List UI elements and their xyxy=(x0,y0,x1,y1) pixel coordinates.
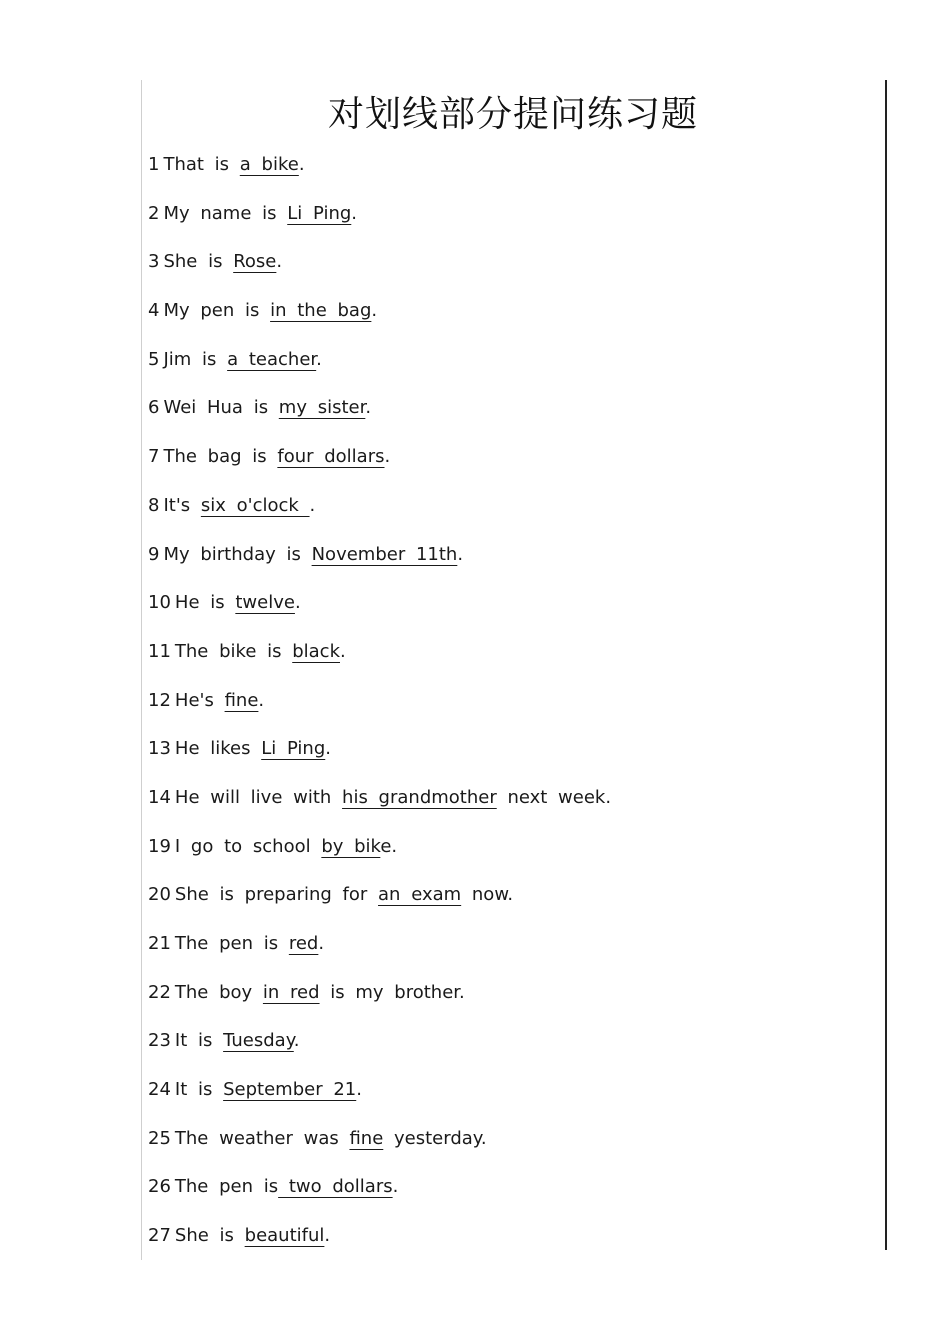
question-ending: . xyxy=(351,202,358,224)
underlined-part: by bik xyxy=(321,835,381,857)
question-ending: . xyxy=(276,251,283,273)
question-item xyxy=(148,540,611,589)
question-item xyxy=(148,393,611,442)
question-text: My name is xyxy=(163,202,288,224)
question-number: 11 xyxy=(148,640,171,662)
underlined-part: November 11th xyxy=(311,543,458,565)
question-item xyxy=(148,734,611,783)
underlined-part: fine xyxy=(349,1127,384,1149)
question-ending: . xyxy=(294,592,301,614)
question-number: 27 xyxy=(148,1225,171,1247)
question-ending: is my brother. xyxy=(319,981,465,1003)
question-number: 23 xyxy=(148,1030,171,1052)
question-number: 1 xyxy=(148,154,160,175)
question-number: 22 xyxy=(148,981,171,1003)
question-text: The pen is xyxy=(174,933,289,954)
question-number: 13 xyxy=(148,738,171,760)
question-ending: . xyxy=(324,1225,331,1247)
question-item xyxy=(148,832,611,881)
underlined-part: a teacher xyxy=(227,348,317,370)
question-number: 12 xyxy=(148,689,171,711)
question-number: 5 xyxy=(148,348,160,370)
question-ending: . xyxy=(384,446,391,468)
underlined-part: Rose xyxy=(233,251,277,273)
question-text: The pen is xyxy=(174,1176,279,1198)
underlined-part: his grandmother xyxy=(342,786,497,808)
question-ending: . xyxy=(325,738,331,760)
question-item xyxy=(148,978,611,1027)
question-text: It is xyxy=(174,1030,224,1052)
underlined-part: in red xyxy=(262,981,320,1003)
question-item xyxy=(148,588,611,637)
question-number: 10 xyxy=(148,592,171,614)
question-text: She is xyxy=(174,1225,245,1247)
question-item xyxy=(148,783,611,832)
question-item xyxy=(148,1026,611,1075)
question-number: 4 xyxy=(148,300,160,322)
question-ending: . xyxy=(298,154,305,175)
question-item xyxy=(148,1124,611,1173)
page-title: 对划线部分提问练习题 xyxy=(327,94,698,136)
question-ending: . xyxy=(309,494,316,516)
underlined-part: my sister xyxy=(278,397,366,419)
underlined-part: twelve xyxy=(235,592,295,614)
question-ending: yesterday. xyxy=(383,1127,487,1149)
underlined-part: fine xyxy=(224,689,259,711)
question-text: My pen is xyxy=(163,300,271,322)
underlined-part: four dollars xyxy=(277,446,385,468)
question-item xyxy=(148,1075,611,1124)
question-number: 8 xyxy=(148,494,160,516)
question-number: 21 xyxy=(148,933,171,954)
underlined-part: black xyxy=(292,640,340,662)
underlined-part: Li Ping xyxy=(287,202,352,224)
question-text: It's xyxy=(163,494,201,516)
question-number: 24 xyxy=(148,1079,171,1101)
question-item xyxy=(148,929,611,978)
question-number: 26 xyxy=(148,1176,171,1198)
question-item xyxy=(148,442,611,491)
question-ending: . xyxy=(365,397,372,419)
question-item xyxy=(148,1172,611,1221)
question-text: It is xyxy=(174,1079,224,1101)
question-item xyxy=(148,345,611,394)
question-item xyxy=(148,637,611,686)
question-ending: . xyxy=(316,348,322,370)
question-number: 9 xyxy=(148,543,160,565)
question-ending: now. xyxy=(461,884,514,906)
question-number: 20 xyxy=(148,884,171,906)
question-item xyxy=(148,199,611,248)
question-ending: . xyxy=(371,300,378,322)
underlined-part: Li Ping xyxy=(261,738,326,760)
question-item xyxy=(148,686,611,735)
question-text: He is xyxy=(174,592,236,614)
underlined-part: an exam xyxy=(378,884,462,906)
question-text: The boy xyxy=(174,981,263,1003)
question-item xyxy=(148,247,611,296)
question-text: He likes xyxy=(174,738,262,760)
question-text: Wei Hua is xyxy=(163,397,279,419)
underlined-part: Tuesday xyxy=(223,1030,294,1052)
question-number: 6 xyxy=(148,397,160,419)
question-item xyxy=(148,296,611,345)
question-number: 25 xyxy=(148,1127,171,1149)
question-list xyxy=(148,150,611,1270)
question-number: 14 xyxy=(148,786,171,808)
question-text: She is preparing for xyxy=(174,884,379,906)
question-ending: . xyxy=(356,1079,362,1101)
question-text: She is xyxy=(163,251,234,273)
question-text: The weather was xyxy=(174,1127,350,1149)
right-margin-rule xyxy=(885,80,887,1250)
underlined-part: in the bag xyxy=(270,300,372,322)
underlined-part: a bike xyxy=(239,154,299,175)
question-item xyxy=(148,150,611,199)
underlined-part: red xyxy=(288,933,319,954)
question-text: My birthday is xyxy=(163,543,312,565)
question-number: 19 xyxy=(148,835,171,857)
question-number: 2 xyxy=(148,202,160,224)
question-text: That is xyxy=(163,154,240,175)
underlined-part: six o'clock xyxy=(200,494,310,516)
question-item xyxy=(148,1221,611,1270)
question-ending: . xyxy=(340,640,346,662)
question-text: The bag is xyxy=(163,446,278,468)
question-ending: . xyxy=(392,1176,399,1198)
question-ending: . xyxy=(293,1030,300,1052)
question-ending: . xyxy=(457,543,464,565)
question-item xyxy=(148,880,611,929)
underlined-part: September 21 xyxy=(223,1079,357,1101)
question-ending: next week. xyxy=(496,786,612,808)
underlined-part: two dollars xyxy=(278,1176,393,1198)
question-ending: . xyxy=(258,689,265,711)
question-text: I go to school xyxy=(174,835,322,857)
question-text: He will live with xyxy=(174,786,343,808)
question-ending: . xyxy=(318,933,325,954)
question-text: Jim is xyxy=(163,348,228,370)
question-text: He's xyxy=(174,689,225,711)
question-text: The bike is xyxy=(174,640,293,662)
left-margin-rule xyxy=(141,80,142,1260)
underlined-part: beautiful xyxy=(244,1225,325,1247)
question-item xyxy=(148,491,611,540)
question-ending: e. xyxy=(380,835,398,857)
question-number: 3 xyxy=(148,251,160,273)
question-number: 7 xyxy=(148,446,160,468)
